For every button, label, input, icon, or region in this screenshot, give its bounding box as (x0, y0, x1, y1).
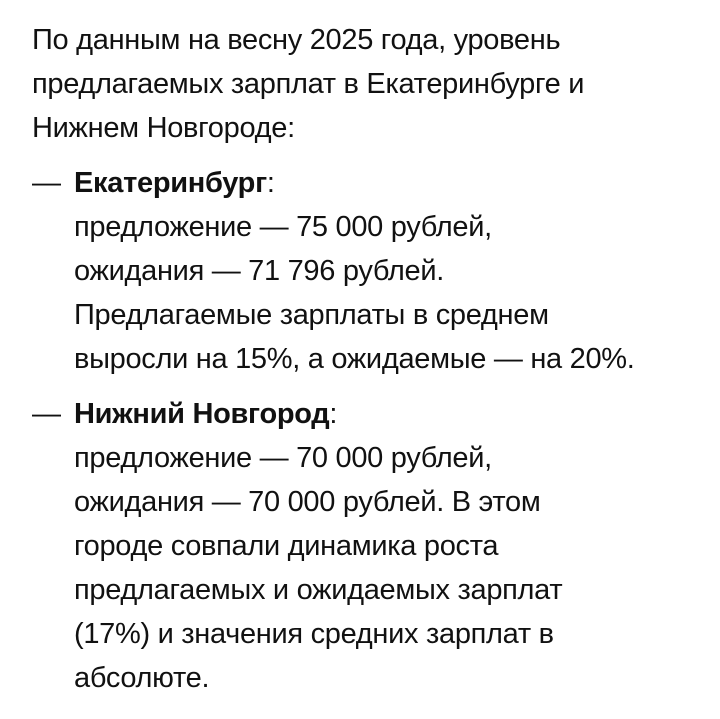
item-text-line: предложение — 70 000 рублей, (74, 442, 492, 474)
city-name: Екатеринбург (74, 167, 267, 199)
item-text-line: предлагаемых и ожидаемых зарплат (74, 574, 563, 606)
item-text-line: ожидания — 71 796 рублей. (74, 255, 444, 287)
item-text-line: городе совпали динамика роста (74, 530, 499, 562)
item-text-line: Предлагаемые зарплаты в среднем (74, 299, 549, 331)
intro-line: По данным на весну 2025 года, уровень (32, 24, 561, 56)
city-colon: : (329, 398, 338, 430)
item-text-line: выросли на 15%, а ожидаемые — на 20%. (74, 343, 635, 375)
list-dash: — (32, 167, 61, 199)
document-body (32, 18, 692, 711)
intro-paragraph (32, 18, 692, 150)
city-heading-line (74, 392, 692, 436)
city-heading-line (74, 161, 692, 205)
city-name: Нижний Новгород (74, 398, 330, 430)
item-text-line: абсолюте. (74, 662, 210, 694)
intro-line: Нижнем Новгороде: (32, 112, 295, 144)
city-colon: : (266, 167, 275, 199)
intro-line: предлагаемых зарплат в Екатеринбурге и (32, 68, 585, 100)
item-text-line: предложение — 75 000 рублей, (74, 211, 492, 243)
list-item-ekaterinburg (32, 161, 692, 381)
list-dash: — (32, 398, 61, 430)
item-text-line: ожидания — 70 000 рублей. В этом (74, 486, 541, 518)
list-item-nizhny-novgorod (32, 392, 692, 700)
item-text-line: (17%) и значения средних зарплат в (74, 618, 554, 650)
